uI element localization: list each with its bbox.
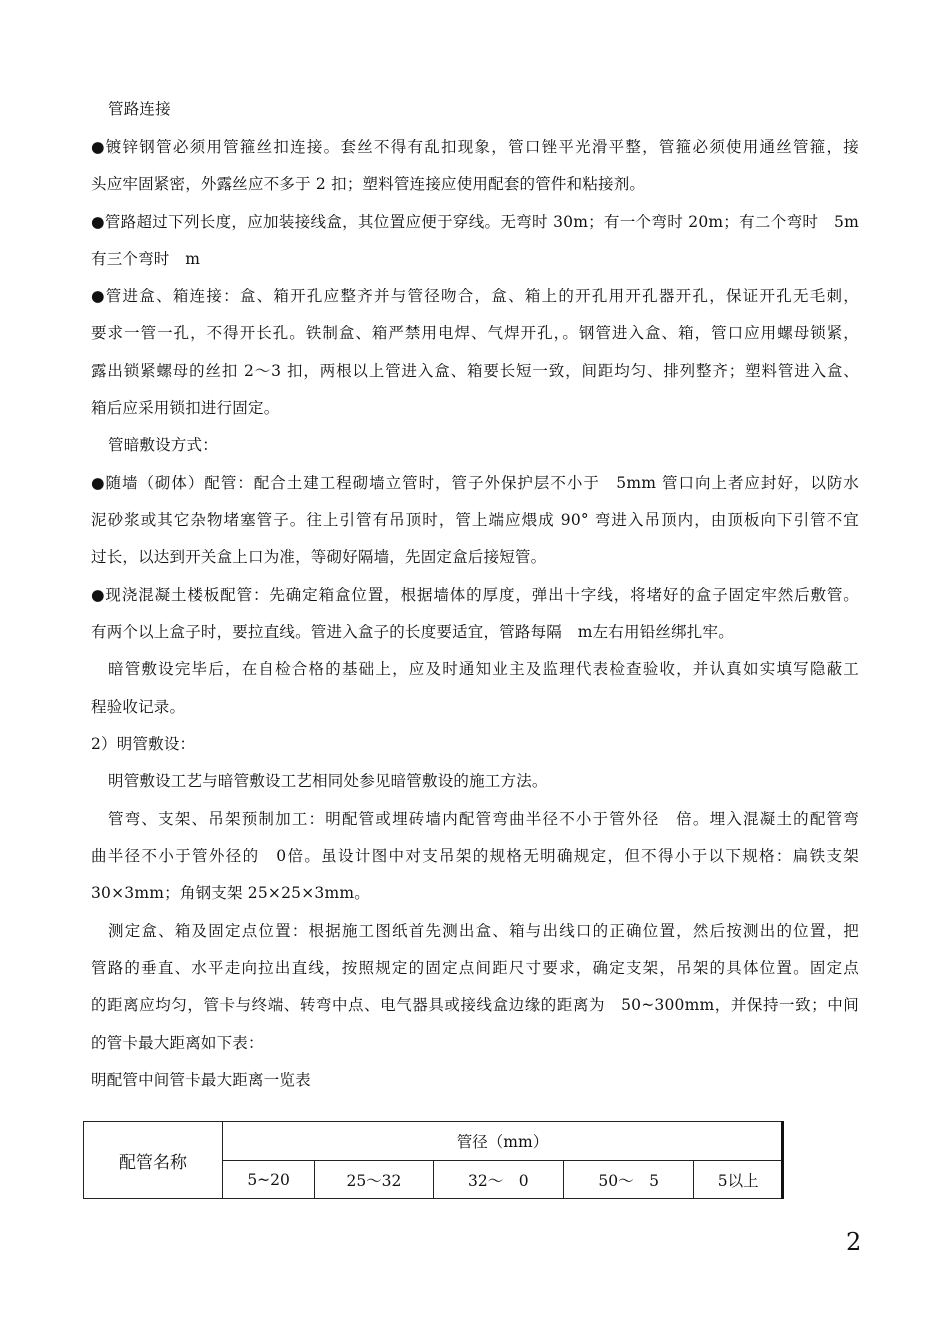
paragraph-line: ●随墙（砌体）配管：配合土建工程砌墙立管时，管子外保护层不小于 5mm 管口向上者应封好，以防水 bbox=[91, 474, 859, 492]
paragraph-line: 曲半径不小于管外径的 0倍。虽设计图中对支吊架的规格无明确规定，但不得小于以下规格：扁铁支架 bbox=[91, 847, 859, 865]
table-header-pipe-diameter: 管径（mm） bbox=[223, 1122, 783, 1161]
table-header-pipe-name: 配管名称 bbox=[84, 1122, 223, 1199]
table-column-header: 5以上 bbox=[694, 1161, 783, 1199]
paragraph-line: 程验收记录。 bbox=[91, 698, 186, 716]
paragraph-line: ●镀锌钢管必须用管箍丝扣连接。套丝不得有乱扣现象，管口锉平光滑平整，管箍必须使用通丝管箍，接 bbox=[91, 138, 859, 156]
paragraph-line: ●管路超过下列长度，应加装接线盒，其位置应便于穿线。无弯时 30m；有一个弯时 20m；有二个弯时 5m bbox=[91, 213, 859, 231]
paragraph-line: ●管进盒、箱连接：盒、箱开孔应整齐并与管径吻合，盒、箱上的开孔用开孔器开孔，保证开孔无毛刺， bbox=[91, 287, 859, 305]
paragraph-line: 露出锁紧螺母的丝扣 2～3 扣，两根以上管进入盒、箱要长短一致，间距均匀、排列整齐；塑料管进入盒、 bbox=[91, 362, 859, 380]
paragraph-line: 30×3mm；角钢支架 25×25×3mm。 bbox=[91, 884, 370, 902]
paragraph-line: 的管卡最大距离如下表： bbox=[91, 1034, 264, 1052]
heading-concealed-pipe-method: 管暗敷设方式： bbox=[108, 436, 218, 454]
paragraph-line: 有两个以上盒子时，要拉直线。管进入盒子的长度要适宜，管路每隔 m左右用铅丝绑扎牢。 bbox=[91, 623, 734, 641]
heading-pipe-connection: 管路连接 bbox=[108, 100, 171, 118]
paragraph-line: 要求一管一孔，不得开长孔。铁制盒、箱严禁用电焊、气焊开孔，。钢管进入盒、箱，管口应用螺母锁紧， bbox=[91, 324, 859, 342]
paragraph-line: 管路的垂直、水平走向拉出直线，按照规定的固定点间距尺寸要求，确定支架，吊架的具体位置。固定点 bbox=[91, 959, 859, 977]
paragraph-line: 的距离应均匀，管卡与终端、转弯中点、电气器具或接线盒边缘的距离为 50~300mm，并保持一致；中间 bbox=[91, 996, 859, 1014]
table-column-header: 25～32 bbox=[315, 1161, 433, 1199]
paragraph-line: 明管敷设工艺与暗管敷设工艺相同处参见暗管敷设的施工方法。 bbox=[108, 772, 548, 790]
paragraph-line: 测定盒、箱及固定点位置：根据施工图纸首先测出盒、箱与出线口的正确位置，然后按测出的位置，把 bbox=[108, 922, 859, 940]
heading-exposed-pipe: 2）明管敷设： bbox=[91, 735, 196, 753]
paragraph-line: 有三个弯时 m bbox=[91, 250, 201, 268]
table-right-border bbox=[781, 1121, 784, 1199]
table-caption: 明配管中间管卡最大距离一览表 bbox=[91, 1071, 311, 1089]
table-column-header: 5~20 bbox=[223, 1161, 315, 1199]
paragraph-line: 过长，以达到开关盒上口为准，等砌好隔墙，先固定盒后接短管。 bbox=[91, 548, 547, 566]
paragraph-line: 暗管敷设完毕后，在自检合格的基础上，应及时通知业主及监理代表检查验收，并认真如实填写隐蔽工 bbox=[108, 660, 859, 678]
table-column-header: 32～ 0 bbox=[433, 1161, 563, 1199]
page-number: 2 bbox=[846, 1228, 862, 1256]
table-column-header: 50～ 5 bbox=[564, 1161, 694, 1199]
paragraph-line: 管弯、支架、吊架预制加工：明配管或埋砖墙内配管弯曲半径不小于管外径 倍。埋入混凝土的配管弯 bbox=[108, 810, 859, 828]
paragraph-line: 头应牢固紧密，外露丝应不多于 2 扣；塑料管连接应使用配套的管件和粘接剂。 bbox=[91, 175, 646, 193]
paragraph-line: ●现浇混凝土楼板配管：先确定箱盒位置，根据墙体的厚度，弹出十字线，将堵好的盒子固定牢然后敷管。 bbox=[91, 586, 859, 604]
paragraph-line: 箱后应采用锁扣进行固定。 bbox=[91, 399, 280, 417]
pipe-clamp-distance-table bbox=[83, 1121, 783, 1199]
paragraph-line: 泥砂浆或其它杂物堵塞管子。往上引管有吊顶时，管上端应煨成 90° 弯进入吊顶内，由顶板向下引管不宜 bbox=[91, 511, 859, 529]
